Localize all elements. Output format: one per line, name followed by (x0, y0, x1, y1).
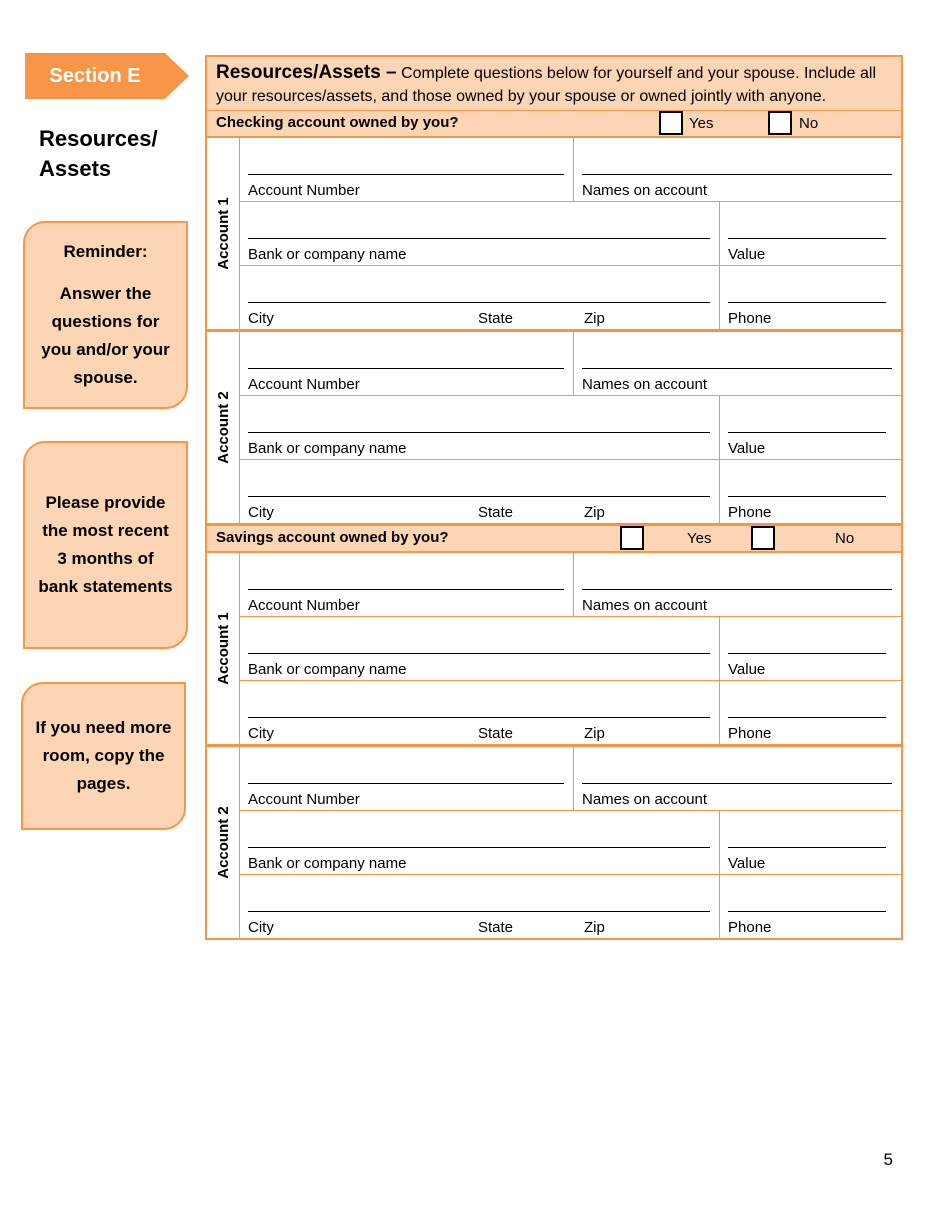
account-number-field[interactable] (240, 553, 573, 616)
account-label: Account 1 (214, 197, 232, 270)
phone-label: Phone (728, 725, 772, 742)
value-field[interactable] (719, 617, 901, 680)
form-header (207, 57, 901, 111)
zip-label: Zip (584, 504, 605, 521)
checking-no-checkbox[interactable] (768, 111, 792, 135)
checking-question-bar (207, 111, 901, 138)
savings-account-2 (207, 747, 901, 938)
names-on-account-field[interactable] (573, 138, 901, 201)
state-label: State (478, 725, 514, 742)
value-field[interactable] (719, 202, 901, 265)
statements-text: Please provide the most recent 3 months of bank statements (38, 493, 173, 596)
checking-yes-label: Yes (689, 115, 714, 132)
phone-label: Phone (728, 919, 772, 936)
account-label: Account 2 (214, 806, 232, 879)
names-on-account-label: Names on account (582, 597, 708, 614)
bank-name-label: Bank or company name (248, 661, 407, 678)
bank-name-field[interactable] (240, 617, 719, 680)
city-label: City (248, 725, 274, 742)
statements-callout (23, 441, 188, 649)
city-label: City (248, 919, 274, 936)
city-label: City (248, 310, 274, 327)
names-on-account-label: Names on account (582, 376, 708, 393)
account-label-cell (207, 553, 240, 744)
bank-name-field[interactable] (240, 202, 719, 265)
bank-name-label: Bank or company name (248, 855, 407, 872)
account-label: Account 1 (214, 612, 232, 685)
state-label: State (478, 504, 514, 521)
bank-name-label: Bank or company name (248, 440, 407, 457)
checking-account-1 (207, 138, 901, 332)
reminder-heading: Reminder: (63, 242, 148, 261)
bank-name-label: Bank or company name (248, 246, 407, 263)
value-field[interactable] (719, 396, 901, 459)
account-label: Account 2 (214, 391, 232, 464)
resources-form (205, 55, 903, 940)
account-label-cell (207, 332, 240, 523)
account-number-field[interactable] (240, 138, 573, 201)
bank-name-field[interactable] (240, 396, 719, 459)
form-description: Complete questions below for yourself and your spouse. Include all your resources/assets, and those owned by your spouse or owned jointly with anyone. (216, 65, 876, 105)
savings-account-1 (207, 553, 901, 747)
state-label: State (478, 919, 514, 936)
savings-no-checkbox[interactable] (751, 526, 775, 550)
reminder-text: Answer the questions for you and/or your spouse. (41, 284, 170, 387)
value-label: Value (728, 855, 766, 872)
account-number-label: Account Number (248, 791, 360, 808)
account-label-cell (207, 138, 240, 329)
checking-question: Checking account owned by you? (216, 114, 459, 131)
names-on-account-field[interactable] (573, 332, 901, 395)
page-number: 5 (883, 1150, 893, 1169)
reminder-callout (23, 221, 188, 409)
state-label: State (478, 310, 514, 327)
savings-yes-label: Yes (687, 530, 712, 547)
city-label: City (248, 504, 274, 521)
value-field[interactable] (719, 811, 901, 874)
address-field[interactable] (240, 266, 719, 329)
zip-label: Zip (584, 919, 605, 936)
more-room-text: If you need more room, copy the pages. (35, 718, 172, 793)
account-number-label: Account Number (248, 376, 360, 393)
account-number-label: Account Number (248, 597, 360, 614)
phone-field[interactable] (719, 875, 901, 938)
checking-no-label: No (799, 115, 819, 132)
zip-label: Zip (584, 310, 605, 327)
value-label: Value (728, 246, 766, 263)
section-label: Section E (49, 64, 141, 87)
value-label: Value (728, 661, 766, 678)
names-on-account-field[interactable] (573, 553, 901, 616)
bank-name-field[interactable] (240, 811, 719, 874)
savings-question: Savings account owned by you? (216, 529, 449, 546)
address-field[interactable] (240, 681, 719, 744)
savings-no-label: No (835, 530, 855, 547)
account-number-label: Account Number (248, 182, 360, 199)
sidebar-title: Resources/ Assets (39, 126, 158, 181)
section-tab (25, 53, 165, 99)
phone-label: Phone (728, 504, 772, 521)
form-title: Resources/Assets – (216, 62, 397, 83)
names-on-account-label: Names on account (582, 791, 708, 808)
account-label-cell (207, 747, 240, 938)
address-field[interactable] (240, 875, 719, 938)
phone-label: Phone (728, 310, 772, 327)
checking-account-2 (207, 332, 901, 526)
phone-field[interactable] (719, 460, 901, 523)
phone-field[interactable] (719, 266, 901, 329)
zip-label: Zip (584, 725, 605, 742)
names-on-account-label: Names on account (582, 182, 708, 199)
value-label: Value (728, 440, 766, 457)
phone-field[interactable] (719, 681, 901, 744)
savings-yes-checkbox[interactable] (620, 526, 644, 550)
account-number-field[interactable] (240, 747, 573, 810)
more-room-callout (21, 682, 186, 830)
names-on-account-field[interactable] (573, 747, 901, 810)
address-field[interactable] (240, 460, 719, 523)
account-number-field[interactable] (240, 332, 573, 395)
checking-yes-checkbox[interactable] (659, 111, 683, 135)
savings-question-bar (207, 526, 901, 553)
